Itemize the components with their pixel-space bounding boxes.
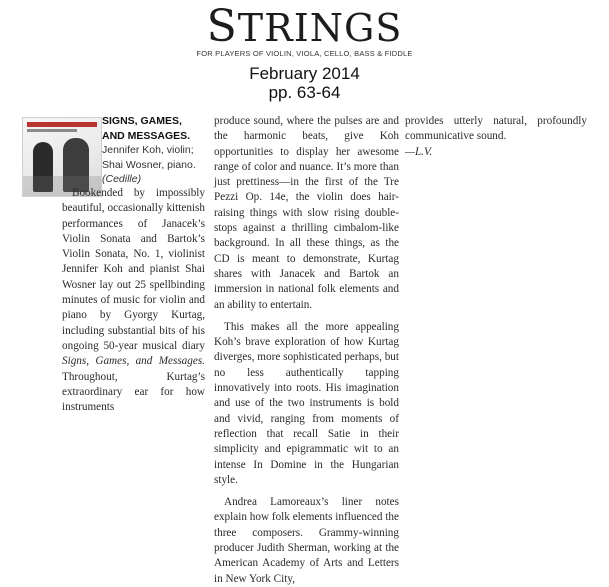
magazine-tagline: FOR PLAYERS OF VIOLIN, VIOLA, CELLO, BASS & FIDDLE: [196, 49, 413, 58]
album-credits: Jennifer Koh, violin; Shai Wosner, piano.: [102, 144, 196, 171]
review-column-2: [214, 114, 399, 587]
album-cover-image: [22, 117, 102, 197]
review-column-3: [405, 114, 587, 160]
review-paragraph: Andrea Lamoreaux’s liner notes explain how folk elements influenced the three composers. Grammy-winning producer Judith Sherman, working at the American Academy of Arts and Letters in New York City,: [214, 496, 399, 585]
masthead: [0, 1, 609, 102]
review-paragraph: [62, 186, 205, 415]
review-paragraph: This makes all the more appealing Koh’s brave exploration of how Kurtag diverges, more sophisticated perhaps, but no less authentically tapping innovatively into roots. His imagination and use of the two instruments is bold and vivid, ranging from moments of reflection that recall Satie in their simplicity and epigrammatic wit to an intense In Domine in the Hungarian style.: [214, 320, 399, 486]
magazine-logo: STRINGS: [206, 1, 403, 52]
album-title: SIGNS, GAMES, AND MESSAGES.: [102, 115, 191, 142]
issue-date: February 2014: [249, 64, 360, 83]
page-range: pp. 63-64: [268, 83, 341, 102]
reviewer-signature: —L.V.: [405, 145, 433, 158]
review-body-1: [62, 186, 205, 415]
album-header: [102, 114, 205, 187]
cover-subtitle-band: [27, 129, 77, 132]
review-paragraph: produce sound, where the pulses are and the harmonic beats, give Koh opportunities to display her awesome range of color and nuance. It’s more than just prettiness—in the first of the Tre Pezzi Op. 14e, the violin does hair-raising things with slow rising double-stops against a thrilling cimbalom-like background. In all these things, as the CD is meant to demonstrate, Kurtag shares with Janacek and Bartok an immersion in national folk elements and an ability to entertain.: [214, 115, 399, 311]
review-text: Bookended by impossibly beautiful, occasionally kittenish performances of Janacek’s Violin Sonata and Bartok’s Violin Sonata, No. 1, violinist Jennifer Koh and pianist Shai Wosner lay out 25 spellbinding minutes of music for violin and piano by Gyorgy Kurtag, including substantial bits of his ongoing 50-year musical diary: [62, 187, 205, 352]
review-text: Throughout, Kurtag’s extraordinary ear for how instruments: [62, 370, 205, 414]
record-label: (Cedille): [102, 173, 142, 185]
cover-title-band: [27, 122, 97, 127]
review-paragraph: provides utterly natural, profoundly communicative sound.: [405, 115, 587, 143]
review-italic-title: Signs, Games, and Messages.: [62, 355, 205, 368]
